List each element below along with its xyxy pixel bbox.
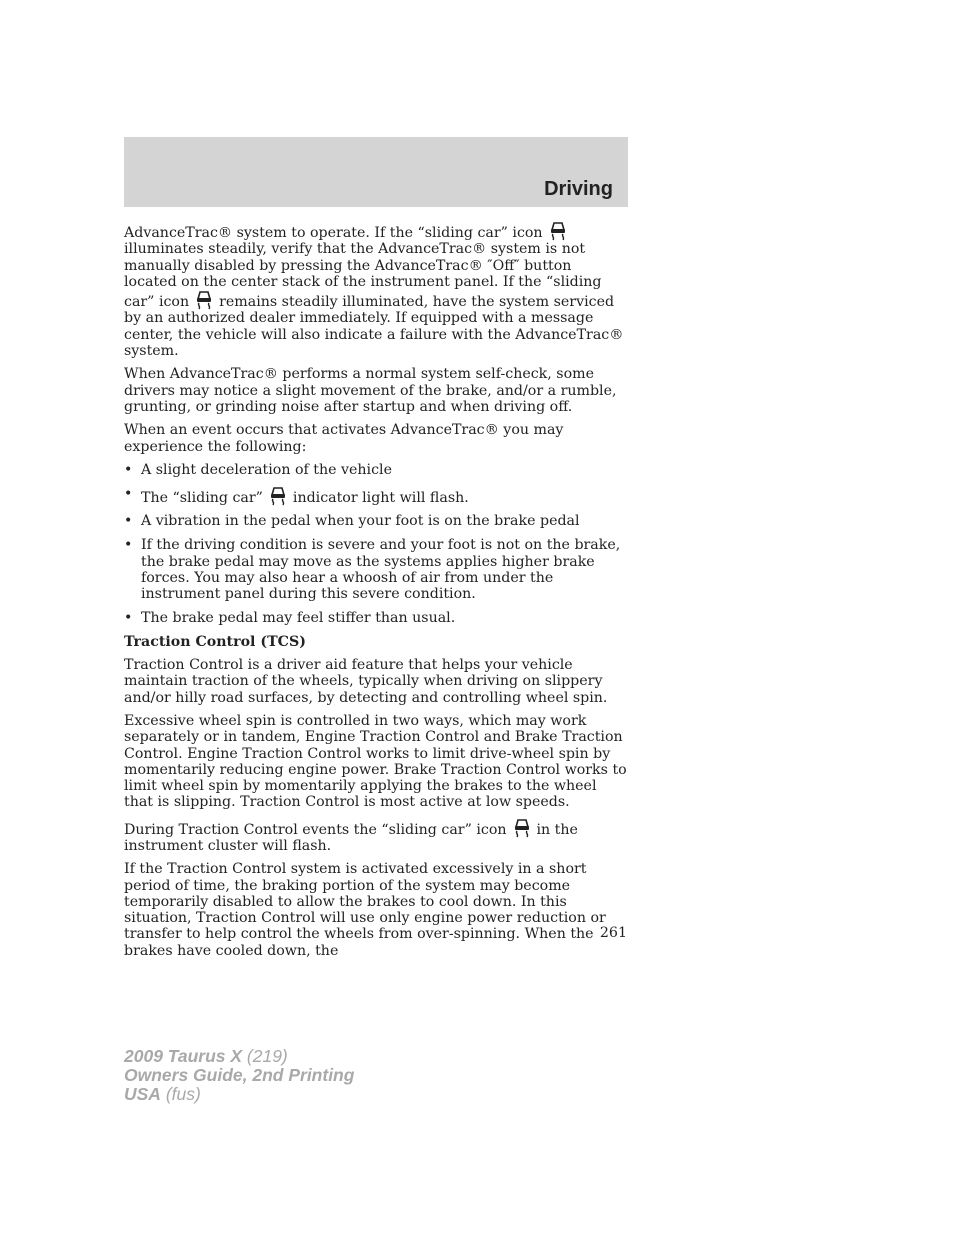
text-span: During Traction Control events the “sliding car” icon xyxy=(124,821,507,838)
paragraph xyxy=(124,818,628,855)
sliding-car-icon xyxy=(513,818,531,838)
sliding-car-icon xyxy=(549,221,567,241)
section-header-band xyxy=(124,137,628,207)
list-item: • A vibration in the pedal when your foot is on the brake pedal xyxy=(124,513,628,529)
footer-line xyxy=(124,1085,354,1104)
footer-market-code: (fus) xyxy=(165,1084,201,1104)
list-item: • The brake pedal may feel stiffer than usual. xyxy=(124,610,628,626)
footer-code: (219) xyxy=(246,1046,288,1066)
page-content xyxy=(124,221,628,966)
list-item xyxy=(124,486,628,506)
text-span: indicator light will flash. xyxy=(292,489,469,506)
text-span: in the instrument cluster will flash. xyxy=(124,821,578,854)
footer-line xyxy=(124,1066,354,1085)
page-number: 261 xyxy=(599,925,627,941)
sliding-car-icon xyxy=(269,486,287,506)
text-span: The “sliding car” xyxy=(141,489,263,506)
text-span: illuminates steadily, verify that the AdvanceTrac® system is not manually disabled by pressing the AdvanceTrac® ″Off″ button located on the center stack of the instrument panel. If the “sliding car” icon xyxy=(124,241,602,311)
footer xyxy=(124,1047,354,1104)
paragraph: If the Traction Control system is activated excessively in a short period of time, the braking portion of the system may become temporarily disabled to allow the brakes to cool down. In this situation, Traction Control will use only engine power reduction or transfer to help control the wheels from over-spinning. When the brakes have cooled down, the xyxy=(124,861,606,959)
text-span: remains steadily illuminated, have the system serviced by an authorized dealer immediately. If equipped with a message center, the vehicle will also indicate a failure with the AdvanceTrac® system. xyxy=(124,294,624,360)
section-title: Driving xyxy=(544,178,613,200)
text-span: AdvanceTrac® system to operate. If the “sliding car” icon xyxy=(124,225,543,241)
footer-line xyxy=(124,1047,354,1066)
paragraph xyxy=(124,221,628,359)
paragraph: Excessive wheel spin is controlled in two ways, which may work separately or in tandem, Engine Traction Control and Brake Traction Control. Engine Traction Control works to limit drive-wheel spin by momentarily reducing engine power. Brake Traction Control works to limit wheel spin by momentarily applying the brakes to the wheel that is slipping. Traction Control is most active at low speeds. xyxy=(124,712,627,811)
paragraph: When an event occurs that activates AdvanceTrac® you may experience the following: xyxy=(124,422,564,455)
footer-guide: Owners Guide, 2nd Printing xyxy=(124,1065,355,1085)
footer-model: 2009 Taurus X xyxy=(124,1046,243,1066)
list-item: • If the driving condition is severe and your foot is not on the brake, the brake pedal may move as the systems applies higher brake forces. You may also hear a whoosh of air from under the instrument panel during this severe condition. xyxy=(124,537,628,602)
section-heading: Traction Control (TCS) xyxy=(124,633,306,650)
footer-market: USA xyxy=(124,1084,161,1104)
paragraph: When AdvanceTrac® performs a normal system self-check, some drivers may notice a slight movement of the brake, and/or a rumble, grunting, or grinding noise after startup and when driving off. xyxy=(124,366,617,415)
list-item: • A slight deceleration of the vehicle xyxy=(124,462,628,478)
bullet-list xyxy=(124,462,628,626)
paragraph: Traction Control is a driver aid feature that helps your vehicle maintain traction of the wheels, typically when driving on slippery and/or hilly road surfaces, by detecting and controlling wheel spin. xyxy=(124,657,608,706)
sliding-car-icon xyxy=(195,290,213,310)
